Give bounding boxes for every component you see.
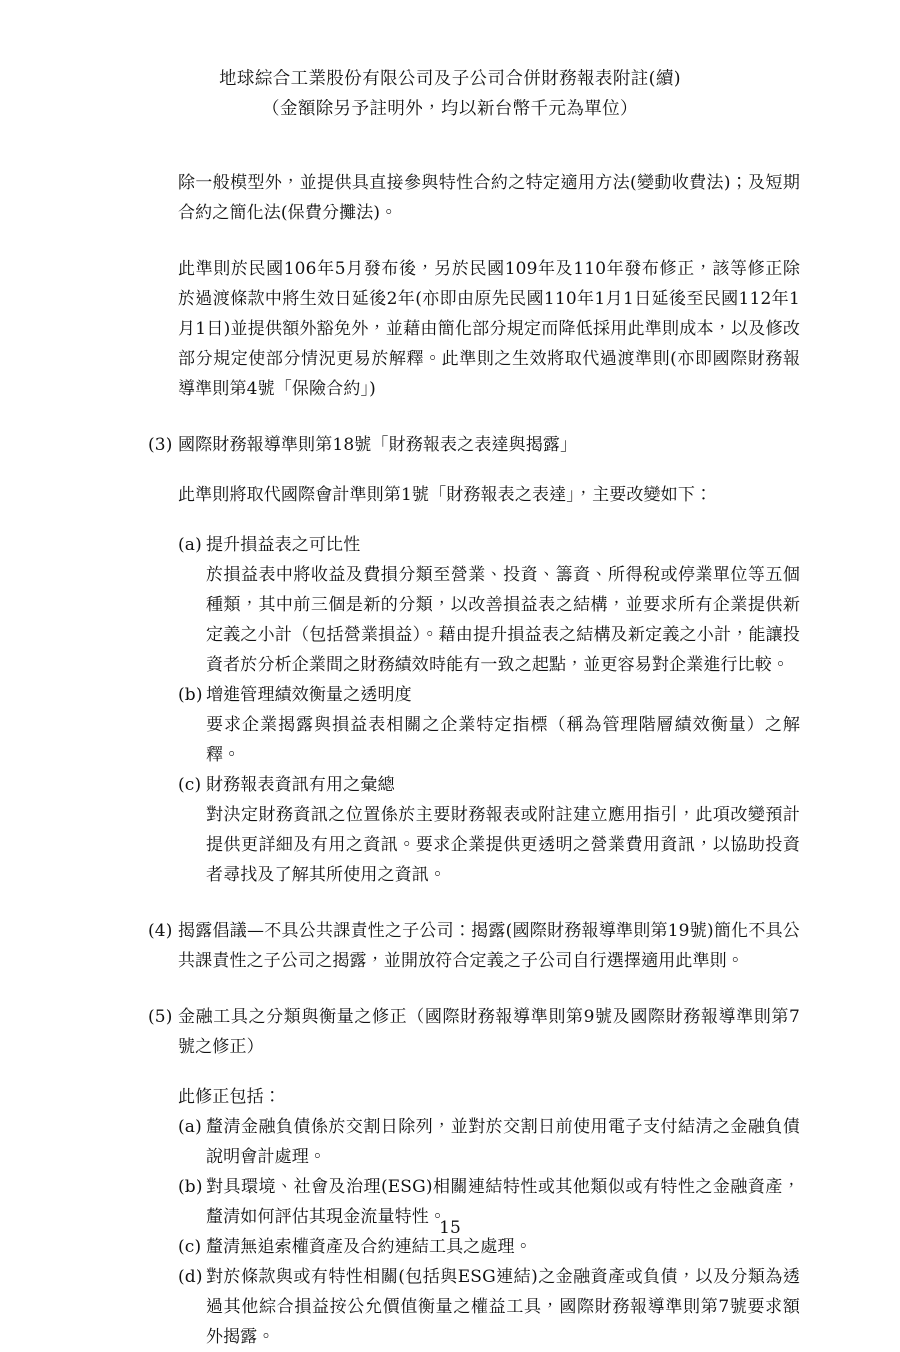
list-marker: (b)	[178, 685, 203, 705]
list-marker: (a)	[178, 535, 202, 555]
subitem-body: 於損益表中將收益及費損分類至營業、投資、籌資、所得稅或停業單位等五個種類，其中前三個是新的分類，以改善損益表之結構，並要求所有企業提供新定義之小計（包括營業損益）。藉由提升損益表之結構及新定義之小計，能讓投資者於分析企業間之財務績效時能有一致之起點，並更容易對企業進行比較。	[206, 565, 800, 675]
section-spacer	[0, 890, 800, 916]
section-spacer	[0, 404, 800, 430]
list-item-3b-content	[206, 680, 800, 770]
list-item-5-lead: 此修正包括：	[178, 1087, 281, 1107]
list-item-3c	[0, 770, 800, 890]
list-marker: (4)	[148, 921, 173, 941]
intro-paragraph-1: 除一般模型外，並提供具直接參與特性合約之特定適用方法(變動收費法)；及短期合約之簡化法(保費分攤法)。	[178, 173, 800, 223]
document-header	[0, 0, 900, 124]
list-item-5b-body: 對具環境、社會及治理(ESG)相關連結特性或其他類似或有特性之金融資產，釐清如何評估其現金流量特性。	[206, 1177, 800, 1227]
subitem-body: 要求企業揭露與損益表相關之企業特定指標（稱為管理階層績效衡量）之解釋。	[206, 715, 800, 765]
list-item-5c-body: 釐清無追索權資產及合約連結工具之處理。	[206, 1237, 532, 1257]
list-item-4	[0, 916, 800, 976]
list-item-5	[0, 1002, 800, 1062]
list-marker: (d)	[178, 1267, 203, 1287]
page-number: 15	[439, 1218, 461, 1238]
list-marker: (a)	[178, 1117, 202, 1137]
list-item-5a	[0, 1112, 800, 1172]
subitem-title: 增進管理績效衡量之透明度	[206, 685, 412, 705]
list-item-4-title: 揭露倡議—不具公共課責性之子公司：揭露(國際財務報導準則第19號)簡化不具公共課責性之子公司之揭露，並開放符合定義之子公司自行選擇適用此準則。	[178, 921, 800, 971]
list-marker: (b)	[178, 1177, 203, 1197]
document-body	[0, 168, 900, 1352]
item-spacer	[0, 460, 800, 480]
header-currency-note: （金額除另予註明外，均以新台幣千元為單位）	[262, 99, 638, 119]
list-marker: (c)	[178, 1237, 202, 1257]
header-company-line: 地球綜合工業股份有限公司及子公司合併財務報表附註(續)	[219, 69, 681, 89]
list-item-3-lead: 此準則將取代國際會計準則第1號「財務報表之表達」，主要改變如下：	[178, 485, 713, 505]
section-spacer	[0, 976, 800, 1002]
list-item-5a-body: 釐清金融負債係於交割日除列，並對於交割日前使用電子支付結清之金融負債說明會計處理。	[206, 1117, 800, 1167]
document-footer	[0, 1217, 900, 1239]
list-item-3a-content	[206, 530, 800, 680]
item-spacer	[0, 510, 800, 530]
list-item-3c-content	[206, 770, 800, 890]
subitem-title: 財務報表資訊有用之彙總	[206, 775, 395, 795]
subitem-body: 對決定財務資訊之位置係於主要財務報表或附註建立應用指引，此項改變預計提供更詳細及有用之資訊。要求企業提供更透明之營業費用資訊，以協助投資者尋找及了解其所使用之資訊。	[206, 805, 800, 885]
list-item-3b	[0, 680, 800, 770]
subitem-title: 提升損益表之可比性	[206, 535, 361, 555]
item-spacer	[0, 1062, 800, 1082]
list-marker: (5)	[148, 1007, 173, 1027]
paragraph-spacer	[0, 228, 800, 254]
list-item-3a	[0, 530, 800, 680]
list-item-5d-body: 對於條款與或有特性相關(包括與ESG連結)之金融資產或負債，以及分類為透過其他綜合損益按公允價值衡量之權益工具，國際財務報導準則第7號要求額外揭露。	[206, 1267, 800, 1347]
list-item-3	[0, 430, 800, 460]
list-marker: (c)	[178, 775, 202, 795]
list-item-5-title: 金融工具之分類與衡量之修正（國際財務報導準則第9號及國際財務報導準則第7號之修正）	[178, 1007, 800, 1057]
intro-paragraph-2: 此準則於民國106年5月發布後，另於民國109年及110年發布修正，該等修正除於過渡條款中將生效日延後2年(亦即由原先民國110年1月1日延後至民國112年1月1日)並提供額外豁免外，並藉由簡化部分規定而降低採用此準則成本，以及修改部分規定使部分情況更易於解釋。此準則之生效將取代過渡準則(亦即國際財務報導準則第4號「保險合約」)	[178, 259, 800, 399]
list-marker: (3)	[148, 435, 173, 455]
list-item-title: 國際財務報導準則第18號「財務報表之表達與揭露」	[178, 435, 578, 455]
list-item-5d	[0, 1262, 800, 1352]
